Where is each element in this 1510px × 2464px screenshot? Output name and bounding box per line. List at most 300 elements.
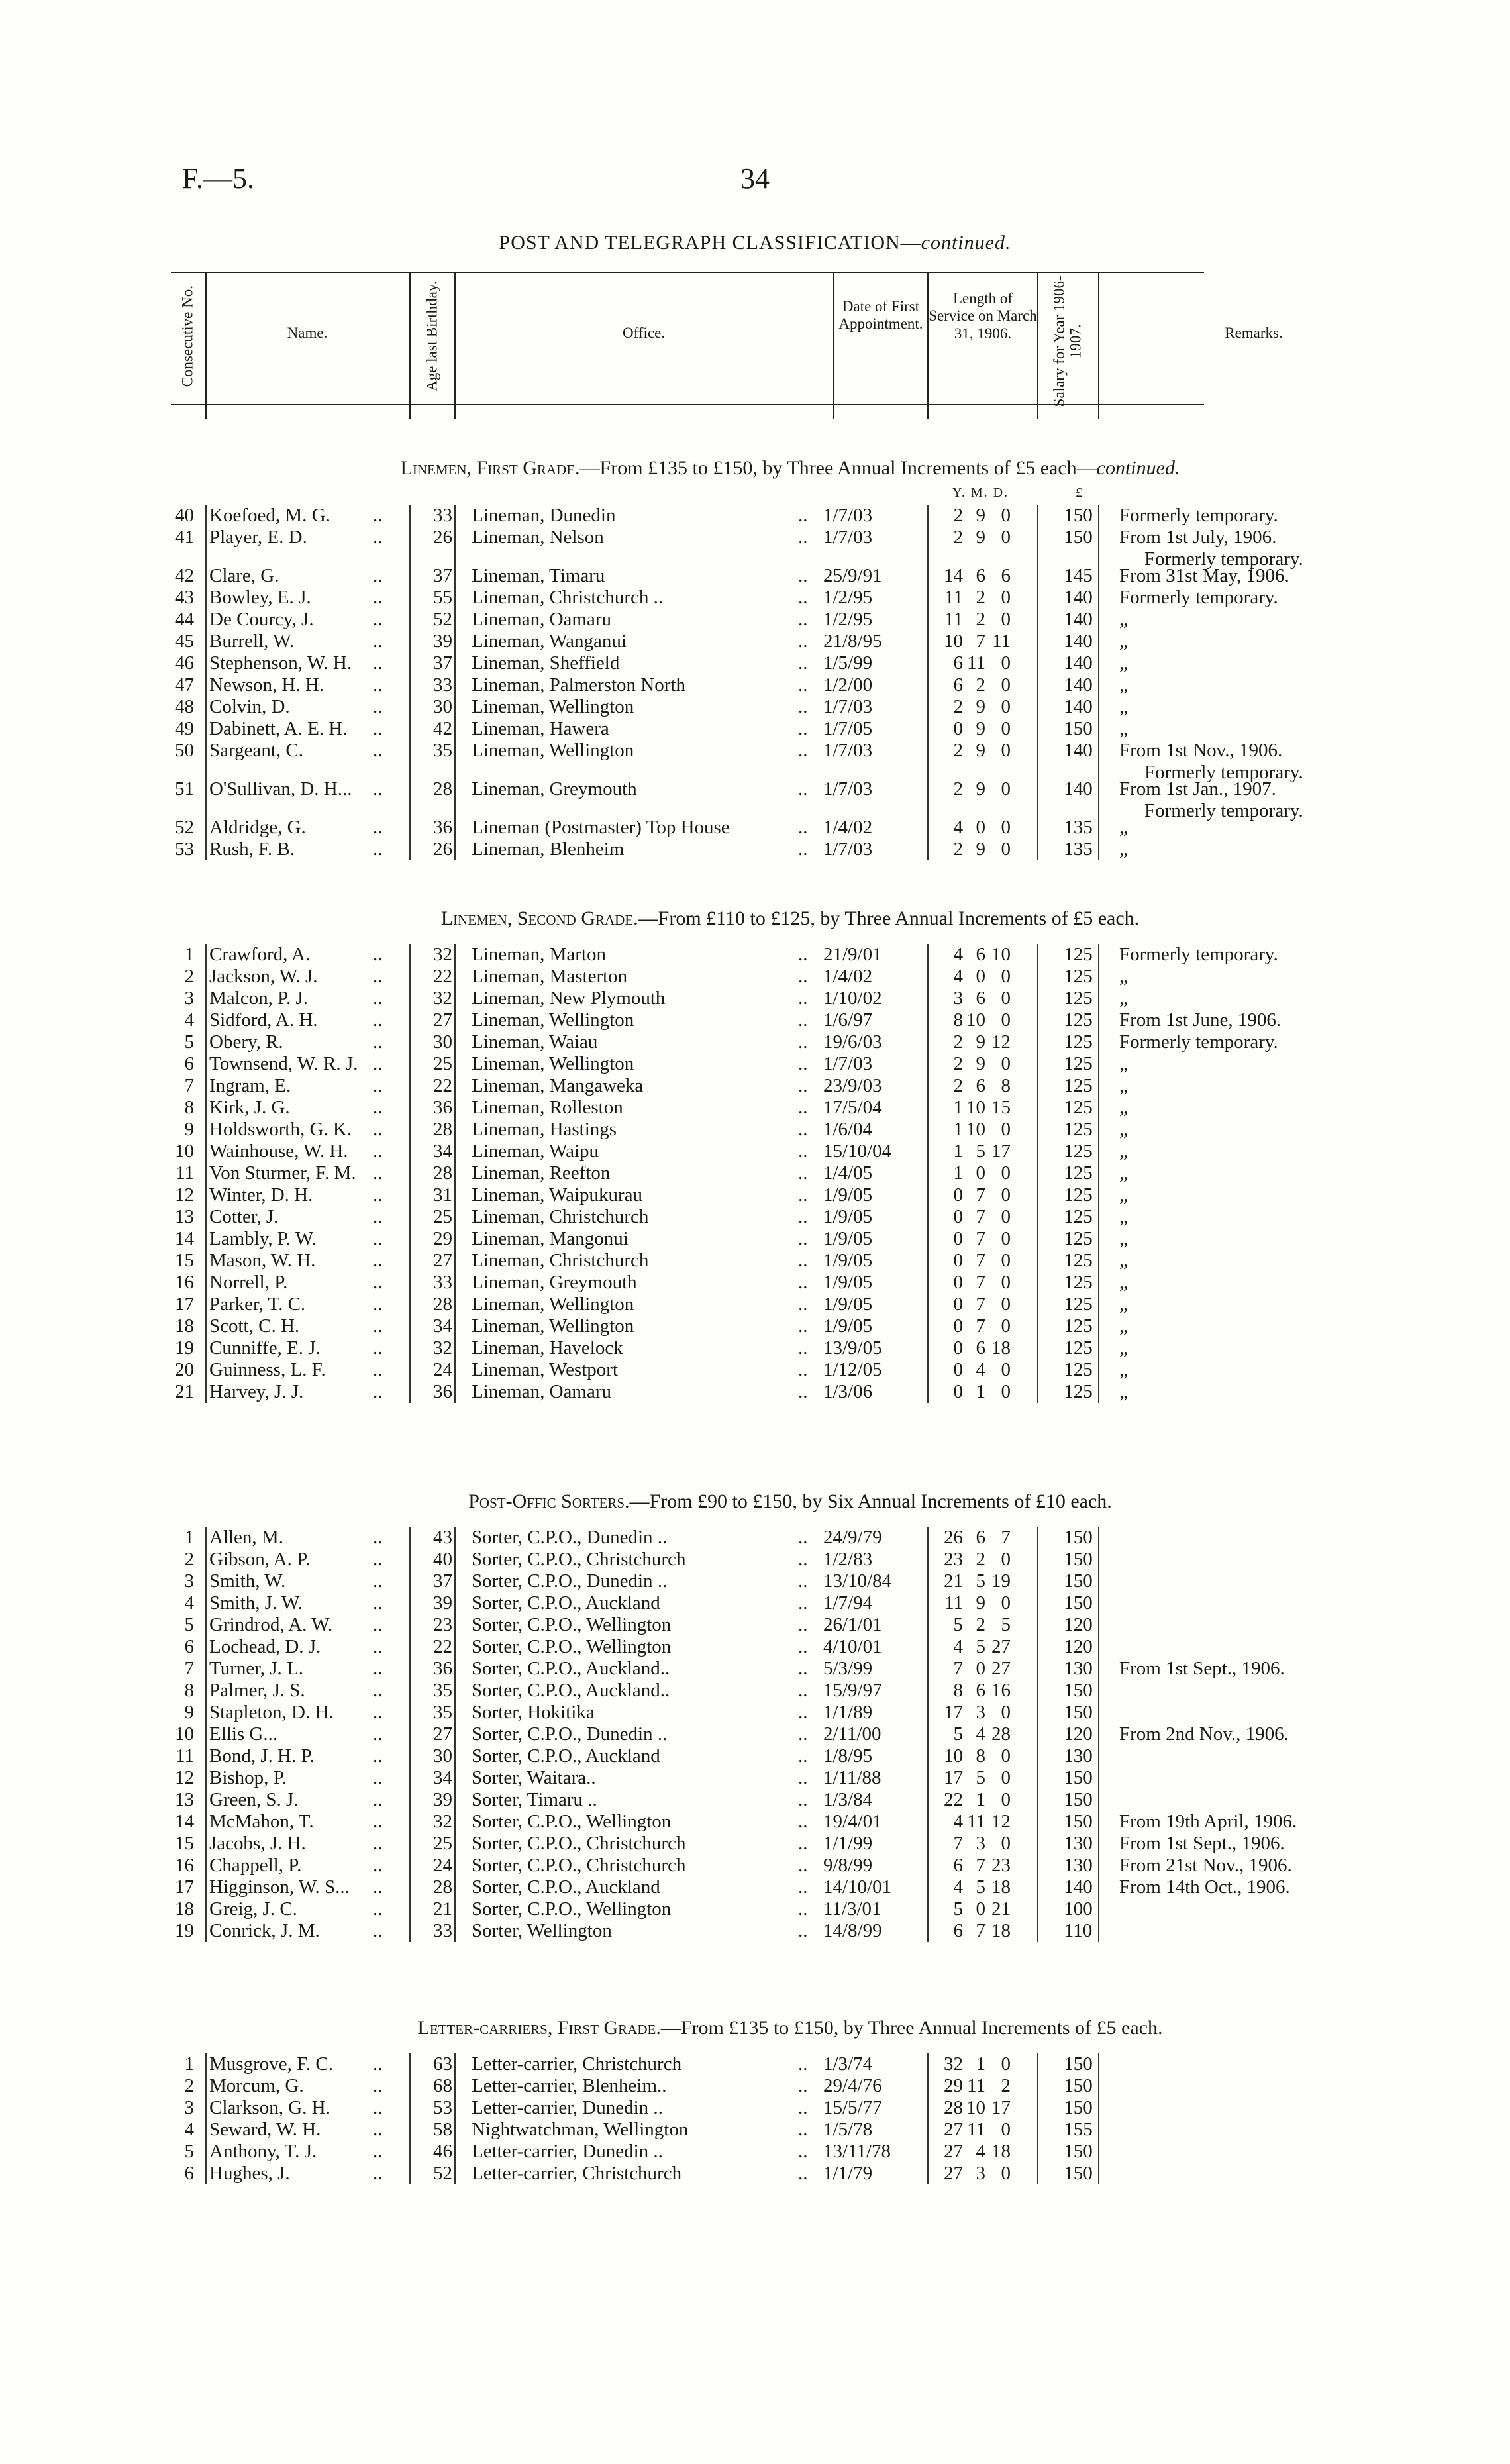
row-age: 36 [433,1097,452,1118]
row-months: 9 [976,527,985,548]
table-row [171,1920,1416,1942]
row-remarks: From 1st June, 1906. [1119,1009,1282,1031]
leader-dots: .. [798,1294,808,1315]
row-salary: 120 [1064,1723,1093,1745]
page-number: 34 [740,162,770,195]
row-years: 2 [953,527,963,548]
row-days: 0 [1001,778,1011,799]
row-date: 1/12/05 [823,1359,882,1380]
row-age: 33 [433,505,452,526]
row-date: 1/7/03 [823,1053,873,1074]
col-consecutive: Consecutive No. [179,285,196,387]
leader-dots: .. [373,631,383,652]
table-row [171,1228,1416,1250]
column-rule [1037,2053,1038,2184]
leader-dots: .. [798,1075,808,1096]
row-date: 1/11/88 [823,1767,881,1788]
row-name: McMahon, T. [209,1811,314,1832]
row-office: Sorter, C.P.O., Wellington [472,1614,672,1635]
row-salary: 130 [1064,1658,1093,1679]
row-days: 0 [1001,1119,1011,1140]
row-name: Holdsworth, G. K. [209,1119,352,1140]
row-age: 32 [433,1337,452,1359]
col-remarks: Remarks. [1225,325,1283,341]
row-age: 27 [433,1250,452,1271]
row-number: 46 [175,652,194,674]
column-rule [927,2053,929,2184]
row-number: 2 [184,966,194,987]
row-years: 2 [953,696,963,717]
leader-dots: .. [373,1592,383,1614]
row-name: Sidford, A. H. [209,1009,318,1031]
row-salary: 140 [1064,631,1093,652]
row-months: 0 [976,1898,985,1920]
row-years: 2 [953,1031,963,1052]
row-name: Sargeant, C. [209,740,304,761]
row-office: Lineman, Oamaru [472,1381,611,1402]
row-days: 0 [1001,1745,1011,1767]
row-office: Lineman, Hastings [472,1119,617,1140]
row-age: 31 [433,1184,452,1206]
leader-dots: .. [798,1658,808,1679]
row-months: 2 [976,674,985,695]
row-years: 28 [944,2097,963,2118]
row-months: 9 [976,1031,985,1052]
table-row [171,1294,1416,1315]
row-months: 11 [967,2119,985,2140]
row-office: Sorter, Hokitika [472,1702,595,1723]
row-date: 1/8/95 [823,1745,873,1767]
row-days: 28 [991,1723,1011,1745]
row-salary: 150 [1064,1767,1093,1788]
row-name: Newson, H. H. [209,674,325,695]
row-office: Lineman, Sheffield [472,652,620,674]
leader-dots: .. [798,718,808,739]
column-header [171,272,1283,419]
row-office: Lineman, Waipu [472,1141,599,1162]
row-number: 16 [175,1855,194,1876]
table-row [171,2141,1416,2163]
row-remarks: From 1st Nov., 1906. [1119,740,1283,761]
row-number: 47 [175,674,194,695]
row-date: 1/9/05 [823,1315,873,1337]
row-date: 1/1/89 [823,1702,873,1723]
table-row [171,505,1416,527]
row-name: Higginson, W. S... [209,1876,350,1898]
row-months: 7 [976,631,985,652]
row-office: Lineman, Masterton [472,966,628,987]
leader-dots: .. [798,1527,808,1548]
leader-dots: .. [373,740,383,761]
leader-dots: .. [798,1745,808,1767]
table-row [171,1855,1416,1876]
row-name: Ellis G... [209,1723,278,1745]
row-age: 52 [433,2163,452,2184]
row-salary: 125 [1064,1141,1093,1162]
row-remarks: Formerly temporary. [1119,505,1278,526]
row-salary: 100 [1064,1898,1093,1920]
row-number: 42 [175,565,194,586]
row-age: 26 [433,839,452,860]
row-name: Allen, M. [209,1527,283,1548]
table-row [171,778,1416,821]
row-name: Dabinett, A. E. H. [209,718,348,739]
leader-dots: .. [798,674,808,695]
leader-dots: .. [373,966,383,987]
leader-dots: .. [798,2075,808,2096]
leader-dots: .. [373,1184,383,1206]
leader-dots: .. [373,1119,383,1140]
table-row [171,1614,1416,1636]
row-office: Lineman, Mangaweka [472,1075,644,1096]
row-months: 11 [967,1811,985,1832]
row-date: 1/7/03 [823,527,873,548]
row-office: Lineman, Waiau [472,1031,598,1052]
row-days: 5 [1001,1614,1011,1635]
row-date: 2/11/00 [823,1723,881,1745]
row-months: 9 [976,839,985,860]
row-days: 18 [991,1876,1011,1898]
row-remarks: „ [1119,1097,1128,1118]
row-office: Sorter, C.P.O., Wellington [472,1898,672,1920]
row-days: 12 [991,1811,1011,1832]
row-number: 50 [175,740,194,761]
row-date: 1/2/83 [823,1549,873,1570]
leader-dots: .. [798,2119,808,2140]
row-months: 2 [976,587,985,608]
row-years: 5 [953,1723,963,1745]
row-months: 7 [976,1250,985,1271]
column-rule [927,505,929,860]
row-age: 43 [433,1527,452,1548]
row-age: 36 [433,817,452,838]
row-remarks: Formerly temporary. [1119,1031,1278,1052]
row-days: 16 [991,1680,1011,1701]
row-years: 10 [944,631,963,652]
row-number: 40 [175,505,194,526]
row-name: Bowley, E. J. [209,587,311,608]
leader-dots: .. [798,1614,808,1635]
row-office: Sorter, Timaru .. [472,1789,597,1810]
row-days: 0 [1001,674,1011,695]
row-remarks: „ [1119,1162,1128,1184]
row-office: Lineman, Wellington [472,696,634,717]
row-months: 1 [976,1789,985,1810]
row-months: 7 [976,1228,985,1249]
row-days: 0 [1001,1549,1011,1570]
row-months: 2 [976,1614,985,1635]
row-number: 6 [184,2163,194,2184]
row-office: Sorter, C.P.O., Auckland.. [472,1680,670,1701]
row-years: 1 [953,1119,963,1140]
row-date: 21/9/01 [823,944,882,965]
row-age: 25 [433,1053,452,1074]
row-age: 29 [433,1228,452,1249]
row-months: 3 [976,1833,985,1854]
table-row [171,587,1416,609]
section-title: Linemen, Second Grade.—From £110 to £125, by Three Annual Increments of £5 each. [440,907,1140,929]
leader-dots: .. [373,1745,383,1767]
row-months: 9 [976,778,985,799]
row-age: 37 [433,652,452,674]
row-number: 51 [175,778,194,799]
row-name: De Courcy, J. [209,609,314,630]
row-office: Lineman, Blenheim [472,839,625,860]
leader-dots: .. [373,1359,383,1380]
row-date: 1/7/05 [823,718,873,739]
row-days: 21 [991,1898,1011,1920]
leader-dots: .. [798,2141,808,2162]
row-salary: 140 [1064,609,1093,630]
leader-dots: .. [798,609,808,630]
row-age: 34 [433,1141,452,1162]
leader-dots: .. [373,1920,383,1941]
row-age: 34 [433,1315,452,1337]
row-months: 9 [976,505,985,526]
row-name: Jacobs, J. H. [209,1833,306,1854]
row-years: 2 [953,839,963,860]
leader-dots: .. [798,1228,808,1249]
column-rule [409,2053,411,2184]
row-date: 19/4/01 [823,1811,882,1832]
row-remarks-continued: Formerly temporary. [1144,548,1303,570]
leader-dots: .. [373,1833,383,1854]
leader-dots: .. [798,565,808,586]
row-age: 68 [433,2075,452,2096]
row-days: 0 [1001,1009,1011,1031]
row-salary: 125 [1064,944,1093,965]
row-remarks: „ [1119,1272,1128,1293]
row-age: 52 [433,609,452,630]
row-number: 7 [184,1075,194,1096]
row-office: Nightwatchman, Wellington [472,2119,689,2140]
row-years: 2 [953,740,963,761]
row-salary: 125 [1064,1162,1093,1184]
row-months: 0 [976,1658,985,1679]
table-row [171,1789,1416,1811]
row-office: Lineman, Hawera [472,718,609,739]
leader-dots: .. [798,2053,808,2075]
row-remarks: „ [1119,1075,1128,1096]
row-days: 0 [1001,1162,1011,1184]
row-years: 22 [944,1789,963,1810]
row-date: 1/1/79 [823,2163,873,2184]
row-age: 24 [433,1855,452,1876]
leader-dots: .. [798,587,808,608]
row-age: 22 [433,1636,452,1657]
row-date: 13/9/05 [823,1337,882,1359]
row-name: Koefoed, M. G. [209,505,330,526]
row-name: Malcon, P. J. [209,988,309,1009]
row-number: 17 [175,1294,194,1315]
row-remarks-continued: Formerly temporary. [1144,762,1303,783]
table-row [171,565,1416,587]
row-age: 28 [433,1162,452,1184]
row-days: 0 [1001,1789,1011,1810]
row-age: 23 [433,1614,452,1635]
row-remarks: „ [1119,609,1128,630]
row-years: 5 [953,1614,963,1635]
row-days: 0 [1001,1767,1011,1788]
row-salary: 125 [1064,1381,1093,1402]
leader-dots: .. [373,839,383,860]
leader-dots: .. [373,988,383,1009]
row-number: 2 [184,1549,194,1570]
row-name: Wainhouse, W. H. [209,1141,348,1162]
row-office: Sorter, C.P.O., Christchurch [472,1549,686,1570]
row-years: 27 [944,2141,963,2162]
row-salary: 125 [1064,1337,1093,1359]
row-date: 21/8/95 [823,631,882,652]
row-salary: 125 [1064,1009,1093,1031]
row-days: 7 [1001,1527,1011,1548]
row-office: Lineman, Waipukurau [472,1184,643,1206]
row-office: Lineman, Havelock [472,1337,623,1359]
leader-dots: .. [373,1053,383,1074]
row-years: 3 [953,988,963,1009]
table-row [171,652,1416,674]
column-rule [1098,2053,1099,2184]
row-office: Lineman, Wellington [472,740,634,761]
leader-dots: .. [798,2163,808,2184]
row-date: 1/5/99 [823,652,873,674]
row-years: 0 [953,1337,963,1359]
row-salary: 125 [1064,1031,1093,1052]
row-number: 48 [175,696,194,717]
row-salary: 150 [1064,1789,1093,1810]
row-years: 0 [953,1359,963,1380]
table-row [171,1527,1416,1549]
row-age: 42 [433,718,452,739]
leader-dots: .. [373,1162,383,1184]
leader-dots: .. [798,652,808,674]
column-rule [409,944,411,1403]
row-age: 36 [433,1658,452,1679]
leader-dots: .. [798,1337,808,1359]
row-months: 6 [976,1527,985,1548]
row-office: Lineman, Oamaru [472,609,611,630]
leader-dots: .. [373,565,383,586]
row-days: 18 [991,1920,1011,1941]
row-name: Jackson, W. J. [209,966,318,987]
table-row [171,1053,1416,1075]
row-number: 5 [184,1031,194,1052]
row-office: Lineman, Rolleston [472,1097,623,1118]
row-salary: 150 [1064,527,1093,548]
row-date: 1/2/95 [823,587,873,608]
row-number: 9 [184,1119,194,1140]
row-age: 36 [433,1381,452,1402]
row-age: 32 [433,1811,452,1832]
row-name: Anthony, T. J. [209,2141,317,2162]
row-years: 4 [953,1811,963,1832]
leader-dots: .. [798,1811,808,1832]
row-age: 28 [433,778,452,799]
row-office: Lineman, Wellington [472,1009,634,1031]
table-row [171,1745,1416,1767]
row-years: 8 [953,1680,963,1701]
row-days: 0 [1001,718,1011,739]
row-salary: 150 [1064,1811,1093,1832]
row-months: 7 [976,1206,985,1227]
row-days: 19 [991,1570,1011,1592]
row-number: 10 [175,1723,194,1745]
row-days: 0 [1001,1206,1011,1227]
row-name: Townsend, W. R. J. [209,1053,358,1074]
row-age: 35 [433,740,452,761]
row-years: 0 [953,1272,963,1293]
row-months: 6 [976,1075,985,1096]
row-date: 29/4/76 [823,2075,882,2096]
row-months: 2 [976,609,985,630]
row-months: 9 [976,718,985,739]
row-number: 20 [175,1359,194,1380]
table-row [171,1898,1416,1920]
leader-dots: .. [798,839,808,860]
row-office: Letter-carrier, Dunedin .. [472,2141,663,2162]
row-age: 53 [433,2097,452,2118]
row-salary: 150 [1064,1680,1093,1701]
leader-dots: .. [798,1636,808,1657]
table-row [171,1636,1416,1658]
leader-dots: .. [373,674,383,695]
table-row [171,1811,1416,1833]
row-name: Harvey, J. J. [209,1381,304,1402]
leader-dots: .. [798,778,808,799]
row-months: 10 [966,2097,985,2118]
table-row [171,674,1416,696]
leader-dots: .. [373,527,383,548]
row-years: 2 [953,1053,963,1074]
row-date: 19/6/03 [823,1031,882,1052]
row-days: 0 [1001,988,1011,1009]
row-years: 11 [944,609,963,630]
column-rule [409,1527,411,1942]
row-office: Sorter, C.P.O., Auckland.. [472,1658,670,1679]
row-name: Stapleton, D. H. [209,1702,334,1723]
leader-dots: .. [798,1855,808,1876]
row-years: 6 [953,652,963,674]
row-salary: 155 [1064,2119,1093,2140]
row-years: 14 [944,565,963,586]
row-age: 63 [433,2053,452,2075]
row-office: Lineman, Wellington [472,1053,634,1074]
row-salary: 150 [1064,718,1093,739]
row-months: 5 [976,1876,985,1898]
table-row [171,1570,1416,1592]
leader-dots: .. [373,1767,383,1788]
row-number: 16 [175,1272,194,1293]
row-salary: 120 [1064,1614,1093,1635]
row-age: 22 [433,1075,452,1096]
row-salary: 125 [1064,1184,1093,1206]
leader-dots: .. [373,1723,383,1745]
table-row [171,1833,1416,1855]
row-years: 0 [953,1250,963,1271]
row-months: 10 [966,1097,985,1118]
row-number: 3 [184,1570,194,1592]
row-date: 1/3/06 [823,1381,873,1402]
leader-dots: .. [373,944,383,965]
row-years: 8 [953,1009,963,1031]
row-days: 0 [1001,609,1011,630]
row-date: 1/9/05 [823,1228,873,1249]
leader-dots: .. [373,1658,383,1679]
row-days: 2 [1001,2075,1011,2096]
row-number: 2 [184,2075,194,2096]
row-remarks: From 1st Jan., 1907. [1119,778,1276,799]
row-age: 39 [433,1592,452,1614]
